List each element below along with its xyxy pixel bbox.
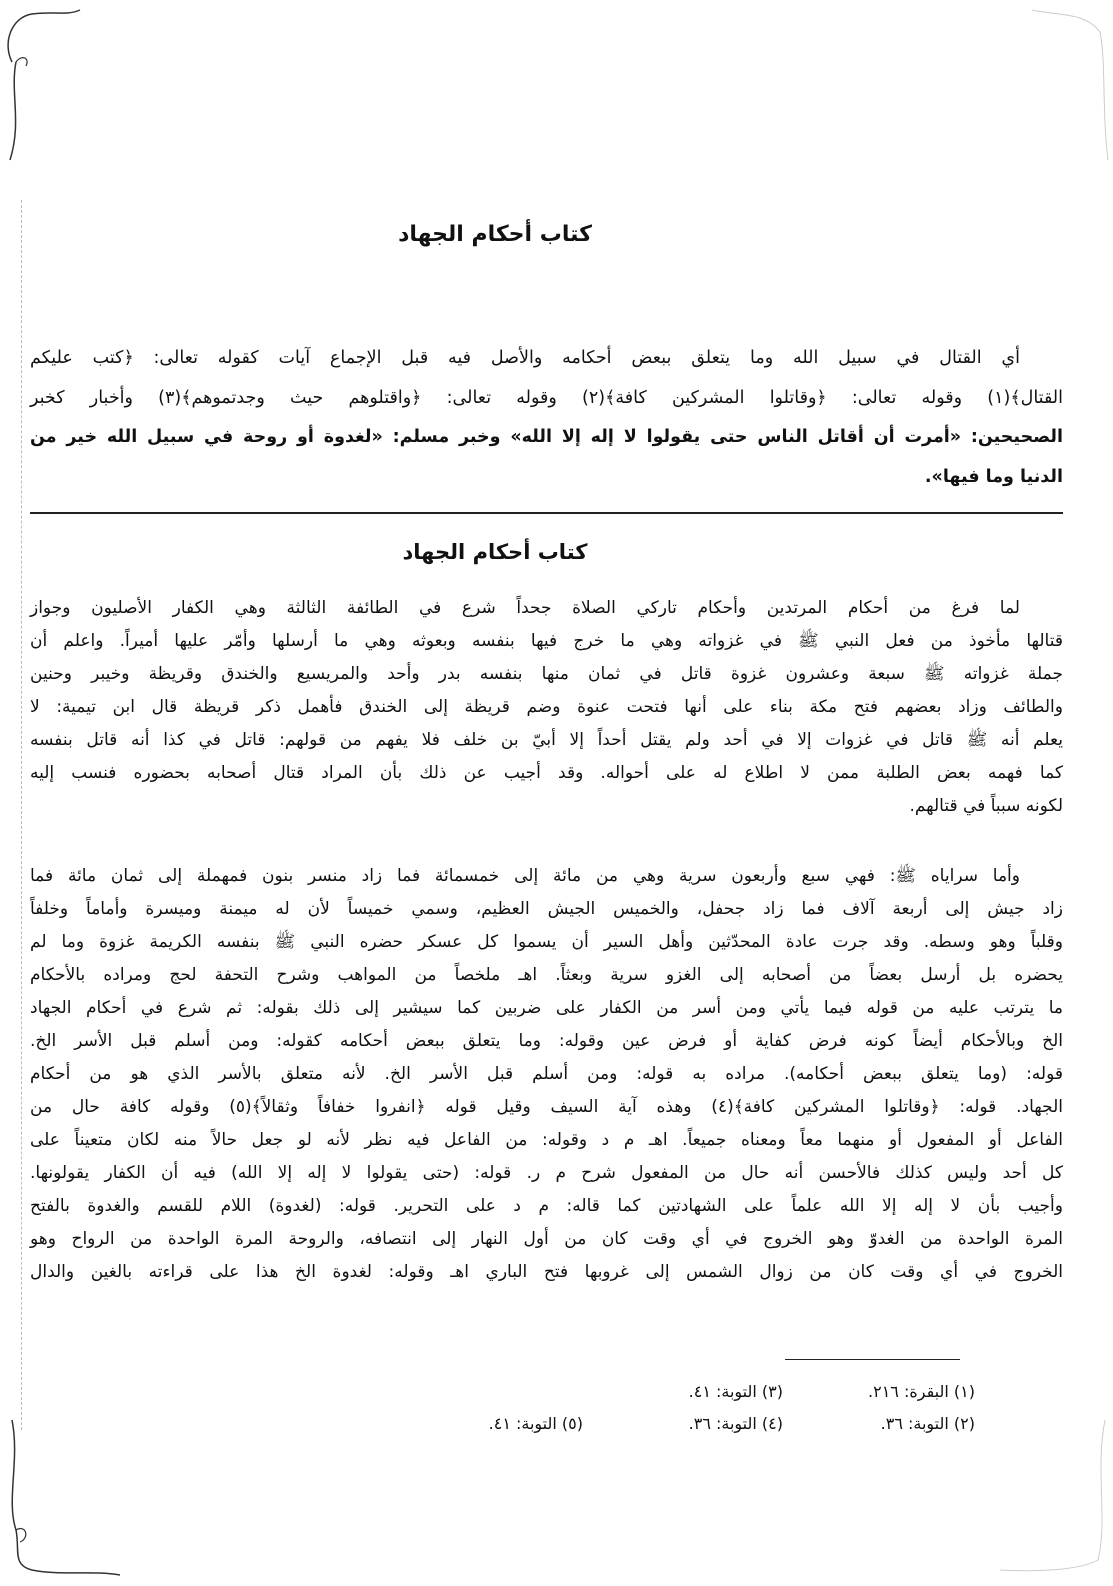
margin-guide-line	[21, 200, 22, 1430]
text-line: أي القتال في سبيل الله وما يتعلق ببعض أحكامه والأصل فيه قبل الإجماع آيات كقوله تعالى: ﴿كتب عليكم	[30, 348, 1020, 368]
page-title: كتاب أحكام الجهاد	[398, 222, 592, 247]
text-line: لما فرغ من أحكام المرتدين وأحكام تاركي الصلاة جحداً شرع في الطائفة الثالثة وهي الكفار الأصليون وجواز	[30, 598, 1020, 618]
text-line: الخروج في أي وقت كان من زوال الشمس إلى غروبها فتح الباري اهـ وقوله: لغدوة الخ هذا على قراءته بالغين والدال	[30, 1262, 1063, 1282]
text-line: وأما سراياه ﷺ: فهي سبع وأربعون سرية وهي من مائة إلى خمسمائة فما زاد منسر بنون فمهملة إلى ثمان مائة فما	[30, 866, 1020, 886]
corner-ornament-top-right	[1030, 2, 1110, 162]
footnote: (٥) التوبة: ٤١.	[488, 1414, 583, 1433]
footnote: (٤) التوبة: ٣٦.	[688, 1414, 783, 1433]
footnote: (١) البقرة: ٢١٦.	[868, 1382, 975, 1401]
footnote: (٣) التوبة: ٤١.	[688, 1382, 783, 1401]
footnote-divider	[785, 1359, 960, 1360]
corner-ornament-bottom-left	[2, 1420, 122, 1580]
corner-ornament-bottom-right	[1000, 1420, 1110, 1580]
footnote: (٢) التوبة: ٣٦.	[880, 1414, 975, 1433]
text-line: ما يترتب عليه من قوله فيما يأتي ومن أسر من الكفار على ضربين كما سيشير إلى ذلك بقوله: ثم شرع في أحكام الجهاد	[30, 998, 1063, 1018]
text-line: وأجيب بأن لا إله إلا الله علماً على الشهادتين كما قاله: م د على التحرير. قوله: (لغدوة) اللام للقسم والغدوة بالفتح	[30, 1196, 1063, 1216]
text-line: الفاعل أو المفعول أو منهما معاً ومعناه جميعاً. اهـ م د وقوله: من الفاعل فيه نظر لأنه لو جعل حالاً منه لكان متعيناً على	[30, 1130, 1063, 1150]
text-line: لكونه سبباً في قتالهم.	[909, 796, 1063, 816]
text-line: الصحيحين: «أمرت أن أقاتل الناس حتى يقولوا لا إله إلا الله» وخبر مسلم: «لغدوة أو روحة في سبيل الله خير من	[30, 427, 1063, 447]
text-line: والطائف وزاد بعضهم فتح مكة بناء على أنها فتحت عنوة وضم قريظة إلى الخندق فأهمل ذكر قريظة قال ابن تيمية: لا	[30, 697, 1063, 717]
text-line: الدنيا وما فيها».	[924, 467, 1063, 487]
section-divider	[30, 512, 1063, 514]
text-line: المرة الواحدة من الغدوّ وهو الخروج في أي وقت كان من أول النهار إلى انتصافه، والروحة المرة الواحدة من الرواح وهو	[30, 1229, 1063, 1249]
text-line: كما فهمه بعض الطلبة ممن لا اطلاع له على أحواله. وقد أجيب عن ذلك بأن المراد قتال أصحابه بحضوره فنسب إليه	[30, 763, 1063, 783]
commentary-title: كتاب أحكام الجهاد	[402, 540, 588, 564]
corner-ornament-top-left	[2, 2, 82, 162]
text-line: جملة غزواته ﷺ سبعة وعشرون غزوة قاتل في ثمان منها بنفسه بدر وأحد والمريسيع والخندق وقريظة وخيبر وحنين	[30, 664, 1063, 684]
text-line: وقلباً وهو وسطه. وقد جرت عادة المحدّثين وأهل السير أن يسموا كل عسكر حضره النبي ﷺ بنفسه الكريمة غزوة وما لم	[30, 932, 1063, 952]
text-line: الجهاد. قوله: ﴿وقاتلوا المشركين كافة﴾(٤) وهذه آية السيف وقيل قوله ﴿انفروا خفافاً وثقالاً﴾(٥) وقوله كافة حال من	[30, 1097, 1063, 1117]
text-line: الخ وبالأحكام أيضاً كونه فرض كفاية أو فرض عين وقوله: وما يتعلق ببعض أحكامه كقوله: ومن أسلم قبل الأسر الخ.	[30, 1031, 1063, 1051]
text-line: القتال﴾(١) وقوله تعالى: ﴿وقاتلوا المشركين كافة﴾(٢) وقوله تعالى: ﴿واقتلوهم حيث وجدتموهم﴾(٣) وأخبار كخبر	[30, 388, 1063, 408]
text-line: كل أحد وليس كذلك فالأحسن أنه حال من المفعول شرح م ر. قوله: (حتى يقولوا لا إله إلا الله) فيه أن الكفار يقولونها.	[30, 1163, 1063, 1183]
text-line: زاد جيش إلى أربعة آلاف فما زاد جحفل، والخميس الجيش العظيم، وسمي خميساً لأن له ميمنة وميسرة وأماماً وخلفاً	[30, 899, 1063, 919]
text-line: يعلم أنه ﷺ قاتل في غزوات إلا في أحد ولم يقتل أحداً إلا أبيّ بن خلف فلا يفهم من قولهم: قاتل في كذا أنه قاتل بنفسه	[30, 730, 1063, 750]
text-line: يحضره بل أرسل بعضاً من أصحابه إلى الغزو سرية وبعثاً. اهـ ملخصاً من المواهب وشرح التحفة لحج ومراده بالأحكام	[30, 965, 1063, 985]
text-line: قتالها مأخوذ من فعل النبي ﷺ في غزواته وهي ما خرج فيها بنفسه وبعوثه وهي ما أرسلها وأمّر عليها أميراً. واعلم أن	[30, 631, 1063, 651]
text-line: قوله: (وما يتعلق ببعض أحكامه). مراده به قوله: ومن أسلم قبل الأسر الخ. لأنه متعلق بالأسر الذي هو من أحكام	[30, 1064, 1063, 1084]
